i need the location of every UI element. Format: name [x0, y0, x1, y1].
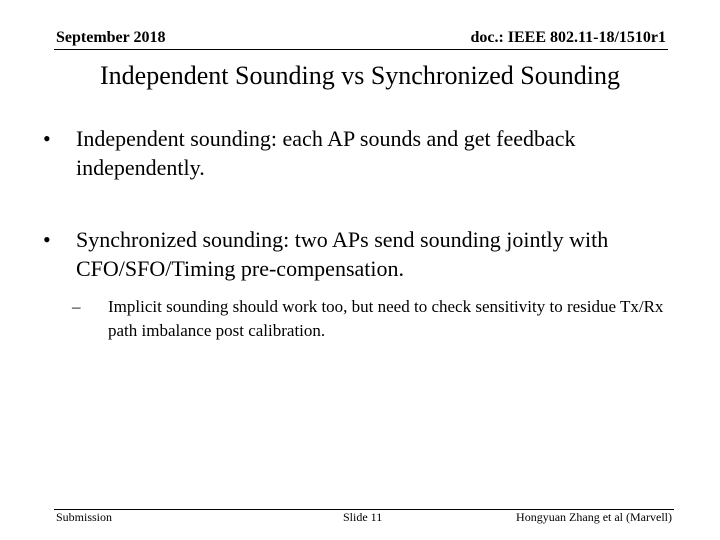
sub-bullet-marker: –: [72, 297, 81, 316]
bullet-marker: •: [43, 126, 51, 151]
bullet-synchronized-sounding: [40, 225, 670, 283]
slide-body: [40, 124, 670, 343]
bullet-independent-sounding: [40, 124, 670, 182]
bullet-text: Independent sounding: each AP sounds and get feedback independently.: [76, 126, 576, 180]
bullet-text: Synchronized sounding: two APs send sounding jointly with CFO/SFO/Timing pre-compensation.: [76, 227, 609, 281]
slide-title: Independent Sounding vs Synchronized Sounding: [100, 61, 620, 90]
footer-author: Hongyuan Zhang et al (Marvell): [516, 510, 672, 524]
sub-bullet-text: Implicit sounding should work too, but need to check sensitivity to residue Tx/Rx path imbalance post calibration.: [108, 297, 664, 340]
header-doc-id: doc.: IEEE 802.11-18/1510r1: [470, 29, 666, 46]
bullet-marker: •: [43, 227, 51, 252]
footer-slide-number: Slide 11: [343, 510, 383, 524]
header-divider: [54, 49, 668, 50]
footer-submission: Submission: [56, 510, 113, 524]
header-date: September 2018: [56, 29, 166, 46]
sub-bullet-implicit-sounding: [72, 295, 670, 343]
